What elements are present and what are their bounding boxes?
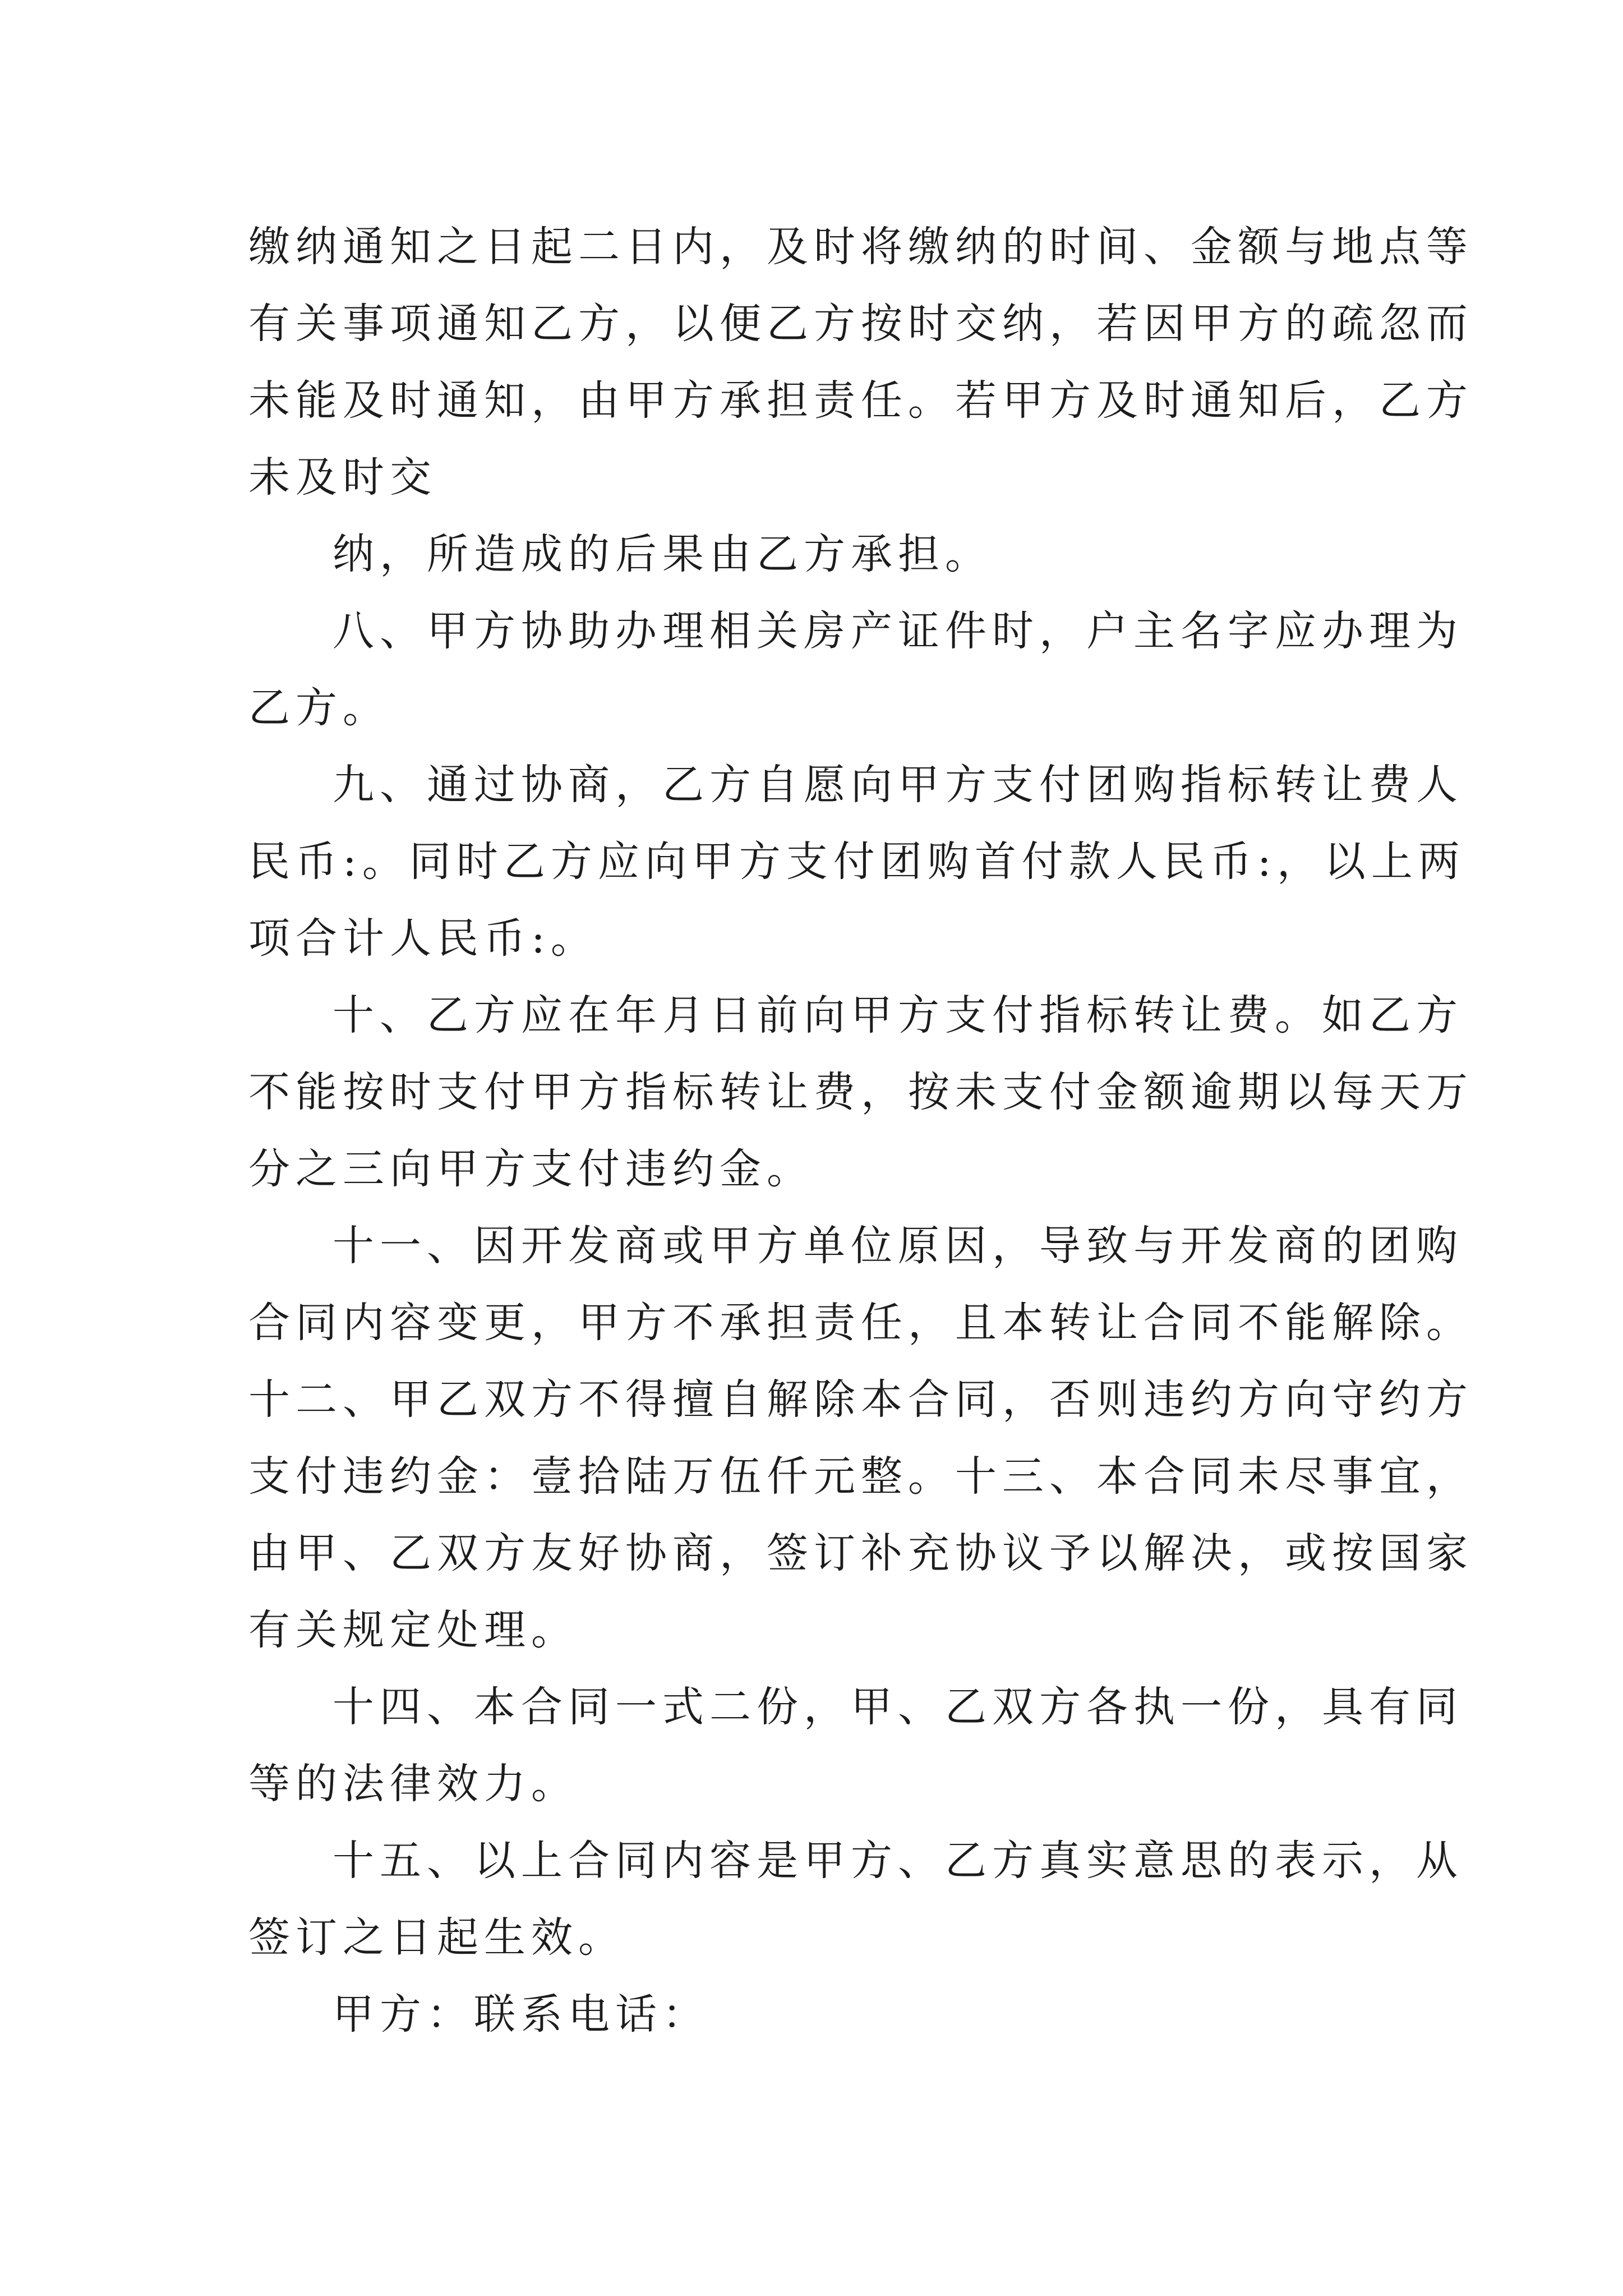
text-line: 有关规定处理。 bbox=[248, 1606, 578, 1654]
text-line: 民币:。同时乙方应向甲方支付团购首付款人民币:，以上两 bbox=[248, 838, 1465, 886]
clause-10-line: 十、乙方应在年月日前向甲方支付指标转让费。如乙方 bbox=[333, 991, 1463, 1039]
contract-text bbox=[248, 209, 1473, 2053]
text-line: 由甲、乙双方友好协商，签订补充协议予以解决，或按国家 bbox=[248, 1529, 1473, 1577]
clause-11-line: 十一、因开发商或甲方单位原因，导致与开发商的团购 bbox=[333, 1222, 1463, 1270]
text-line: 签订之日起生效。 bbox=[248, 1913, 625, 1962]
clause-12-line: 十二、甲乙双方不得擅自解除本合同，否则违约方向守约方 bbox=[248, 1375, 1473, 1424]
clause-8-line: 八、甲方协助办理相关房产证件时，户主名字应办理为 bbox=[333, 607, 1463, 655]
text-line: 未能及时通知，由甲方承担责任。若甲方及时通知后，乙方 bbox=[248, 376, 1473, 425]
text-line: 有关事项通知乙方，以便乙方按时交纳，若因甲方的疏忽而 bbox=[248, 300, 1473, 348]
clause-14-line: 十四、本合同一式二份，甲、乙双方各执一份，具有同 bbox=[333, 1683, 1463, 1731]
text-line: 未及时交 bbox=[248, 453, 437, 501]
signature-party-a-line: 甲方：联系电话： bbox=[333, 1990, 709, 2039]
text-line: 分之三向甲方支付违约金。 bbox=[248, 1145, 814, 1193]
clause-9-line: 九、通过协商，乙方自愿向甲方支付团购指标转让费人 bbox=[333, 761, 1463, 809]
text-line: 合同内容变更，甲方不承担责任，且本转让合同不能解除。 bbox=[248, 1299, 1473, 1347]
text-line: 不能按时支付甲方指标转让费，按未支付金额逾期以每天万 bbox=[248, 1068, 1473, 1116]
text-line: 纳，所造成的后果由乙方承担。 bbox=[333, 530, 992, 578]
clause-15-line: 十五、以上合同内容是甲方、乙方真实意思的表示，从 bbox=[333, 1837, 1463, 1885]
text-line: 项合计人民币:。 bbox=[248, 914, 598, 963]
text-line: 支付违约金：壹拾陆万伍仟元整。十三、本合同未尽事宜， bbox=[248, 1452, 1473, 1501]
text-line: 缴纳通知之日起二日内，及时将缴纳的时间、金额与地点等 bbox=[248, 223, 1473, 271]
text-line: 等的法律效力。 bbox=[248, 1760, 578, 1808]
text-line: 乙方。 bbox=[248, 684, 390, 732]
